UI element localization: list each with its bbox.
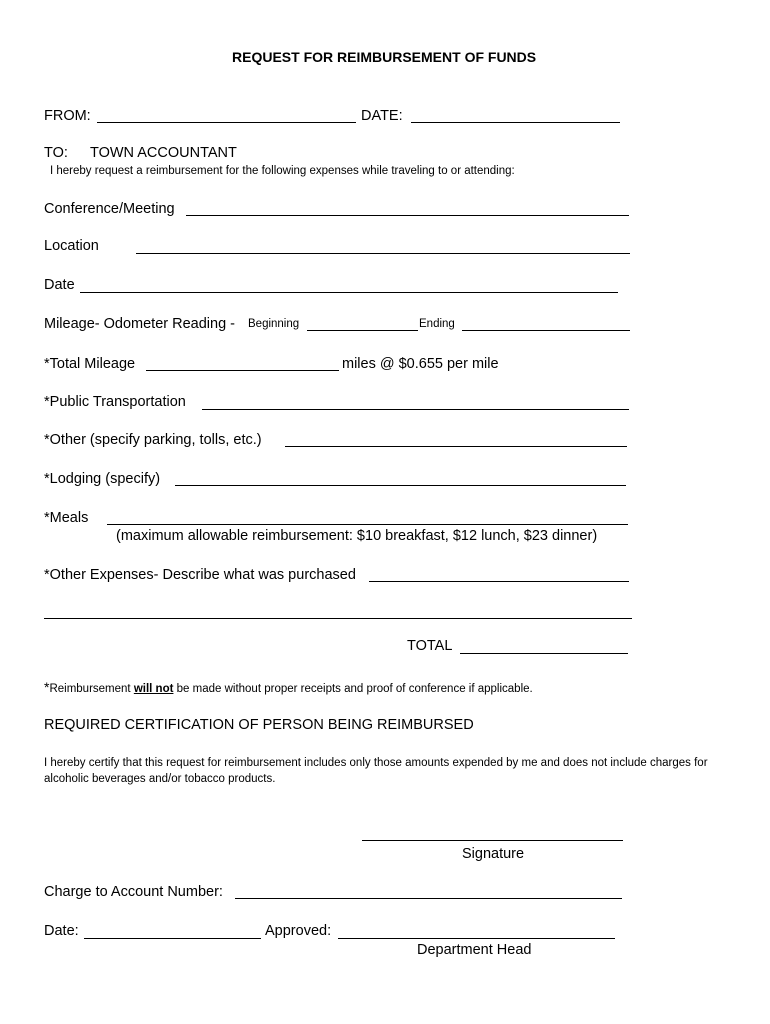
certification-text: I hereby certify that this request for reimbursement includes only those amounts expended by me and does not include charges for alcoholic beverages and/or tobacco products. (44, 757, 708, 785)
beginning-field[interactable] (307, 330, 418, 331)
other-expenses-continuation-field[interactable] (44, 618, 632, 619)
total-label: TOTAL (407, 638, 453, 654)
miles-rate-text: miles @ $0.655 per mile (342, 356, 499, 372)
other-expenses-field[interactable] (369, 581, 629, 582)
from-field[interactable] (97, 122, 356, 123)
date-field[interactable] (411, 122, 620, 123)
footnote-emphasis: will not (133, 683, 174, 695)
date-label: DATE: (361, 108, 403, 124)
to-value: TOWN ACCOUNTANT (90, 145, 237, 161)
lodging-label: *Lodging (specify) (44, 471, 161, 487)
meals-note: (maximum allowable reimbursement: $10 breakfast, $12 lunch, $23 dinner) (116, 528, 598, 544)
meals-label: *Meals (44, 510, 89, 526)
from-label: FROM: (44, 108, 91, 124)
footnote-suffix: be made without proper receipts and proof of conference if applicable. (176, 683, 533, 695)
ending-label: Ending (419, 318, 455, 330)
conference-field[interactable] (186, 215, 629, 216)
approved-field[interactable] (338, 938, 615, 939)
location-label: Location (44, 238, 99, 254)
signature-field[interactable] (362, 840, 623, 841)
total-field[interactable] (460, 653, 628, 654)
approved-label: Approved: (265, 923, 332, 939)
certification-heading: REQUIRED CERTIFICATION OF PERSON BEING REIMBURSED (44, 717, 474, 733)
account-number-field[interactable] (235, 898, 622, 899)
public-transport-field[interactable] (202, 409, 629, 410)
total-mileage-field[interactable] (146, 370, 339, 371)
conference-label: Conference/Meeting (44, 201, 175, 217)
account-number-label: Charge to Account Number: (44, 884, 223, 900)
date-row-label: Date (44, 277, 75, 293)
other-label: *Other (specify parking, tolls, etc.) (44, 432, 262, 448)
reimbursement-footnote (44, 680, 533, 696)
request-statement: I hereby request a reimbursement for the following expenses while traveling to or attending: (50, 165, 515, 177)
meals-field[interactable] (107, 524, 628, 525)
lodging-field[interactable] (175, 485, 626, 486)
other-field[interactable] (285, 446, 627, 447)
department-head-label: Department Head (417, 942, 532, 958)
other-expenses-label: *Other Expenses- Describe what was purchased (44, 567, 356, 583)
footnote-star: * (44, 679, 50, 695)
mileage-label: Mileage- Odometer Reading - (44, 316, 236, 332)
signature-label: Signature (462, 846, 525, 862)
beginning-label: Beginning (248, 318, 300, 330)
date-row-field[interactable] (80, 292, 618, 293)
location-field[interactable] (136, 253, 630, 254)
to-label: TO: (44, 145, 68, 161)
bottom-date-label: Date: (44, 923, 79, 939)
public-transport-label: *Public Transportation (44, 394, 186, 410)
ending-field[interactable] (462, 330, 630, 331)
form-title: REQUEST FOR REIMBURSEMENT OF FUNDS (232, 49, 537, 65)
total-mileage-label: *Total Mileage (44, 356, 136, 372)
footnote-prefix: Reimbursement (49, 683, 131, 695)
bottom-date-field[interactable] (84, 938, 261, 939)
